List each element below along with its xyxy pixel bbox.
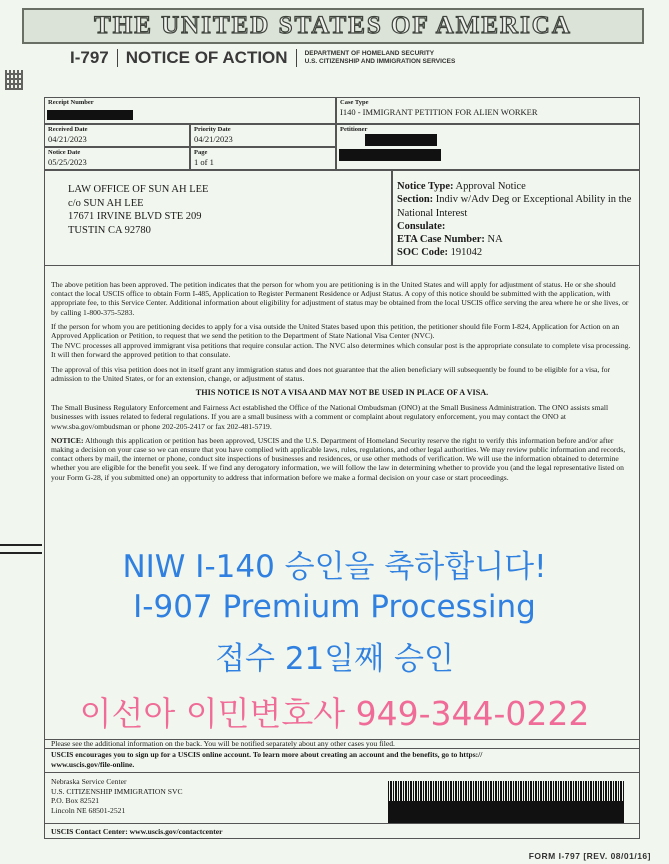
body-paragraph: If the person for whom you are petitioning decides to apply for a visa outside the United States based upon this petition, the petitioner should file Form I-824, Application for Action on an Approved Application or Petition, to request that we send the petition to the Department of State National Visa Center (NVC). bbox=[51, 321, 620, 341]
department-name bbox=[305, 50, 456, 66]
page-cell bbox=[190, 147, 336, 170]
contact-center: USCIS Contact Center: www.uscis.gov/contactcenter bbox=[51, 827, 223, 836]
body-paragraph: The approval of this visa petition does not in itself grant any immigration status and does not guarantee that the alien beneficiary will subsequently be found to be eligible for a visa, for admission to the United States, or for an extension, change, or adjustment of status. bbox=[51, 364, 611, 383]
qr-code-icon bbox=[5, 70, 23, 90]
overlay-premium-processing: I-907 Premium Processing bbox=[133, 589, 536, 625]
receipt-number-cell bbox=[44, 97, 336, 124]
additional-info-note: Please see the additional information on the back. You will be notified separately about any other cases you filed. bbox=[51, 739, 395, 748]
priority-value: 04/21/2023 bbox=[194, 134, 233, 144]
visa-warning: THIS NOTICE IS NOT A VISA AND MAY NOT BE USED IN PLACE OF A VISA. bbox=[195, 388, 489, 398]
redaction-bar bbox=[388, 801, 624, 823]
soc-value: 191042 bbox=[450, 247, 483, 259]
service-center-line: U.S. CITIZENSHIP IMMIGRATION SVC bbox=[51, 786, 183, 796]
page-label: Page bbox=[194, 149, 208, 156]
section-value: Indiv w/Adv Deg or Exceptional Ability in the National Interest bbox=[397, 194, 632, 219]
mailing-address bbox=[68, 183, 208, 237]
notice-date-label: Notice Date bbox=[48, 149, 81, 156]
notice-details bbox=[397, 180, 637, 260]
overlay-congrats: NIW I-140 승인을 축하합니다! bbox=[122, 549, 547, 585]
form-number: I-797 bbox=[70, 48, 109, 67]
redaction-bar bbox=[47, 110, 133, 120]
eta-value: NA bbox=[487, 234, 503, 246]
title-banner: THE UNITED STATES OF AMERICA bbox=[22, 8, 644, 44]
section-label: Section: bbox=[397, 194, 434, 206]
notice-type-label: Notice Type: bbox=[397, 181, 454, 192]
dept-line-1: DEPARTMENT OF HOMELAND SECURITY bbox=[304, 50, 435, 57]
petitioner-label: Petitioner bbox=[340, 126, 368, 133]
received-date-cell bbox=[44, 124, 190, 147]
form-title: NOTICE OF ACTION bbox=[125, 48, 288, 67]
case-type-label: Case Type bbox=[340, 99, 369, 106]
dept-line-2: U.S. CITIZENSHIP AND IMMIGRATION SERVICES bbox=[304, 58, 456, 65]
body-paragraph: Although this application or petition has been approved, USCIS and the U.S. Department of Homeland Security reserve the right to verify this information before and/or after making a decision on your case so we can ensure that you have complied with applicable laws, rules, regulations, and other legal authorities. We may review public information and records, contact others by mail, the internet or phone, conduct site inspections of businesses and residences, or use other methods of verification. We will use the information obtained to determine whether you are eligible for the benefit you seek. If we find any derogatory information, we will follow the law in determining whether to provide you (and the legal representative listed on your Form G-28, if you submitted one) an opportunity to address that information before we make a formal decision on your case or start proceedings. bbox=[51, 435, 626, 482]
redaction-bar bbox=[365, 134, 437, 146]
online-account-url: www.uscis.gov/file-online. bbox=[51, 760, 135, 769]
address-line: TUSTIN CA 92780 bbox=[68, 224, 151, 236]
address-line: 17671 IRVINE BLVD STE 209 bbox=[68, 211, 202, 222]
barcode-icon bbox=[388, 781, 624, 801]
eta-label: ETA Case Number: bbox=[397, 234, 485, 246]
case-type-cell bbox=[336, 97, 640, 124]
service-center-address bbox=[51, 777, 183, 815]
online-account-note: USCIS encourages you to sign up for a USCIS online account. To learn more about creating an account and the benefits, go to https:// bbox=[51, 750, 483, 759]
priority-label: Priority Date bbox=[194, 126, 231, 133]
notice-heading: NOTICE: bbox=[51, 435, 84, 445]
received-label: Received Date bbox=[48, 126, 88, 133]
overlay-attorney-contact: 이선아 이민변호사 949-344-0222 bbox=[79, 694, 590, 733]
divider bbox=[44, 823, 640, 824]
received-value: 04/21/2023 bbox=[48, 134, 87, 144]
notice-type-value: Approval Notice bbox=[455, 181, 526, 192]
address-line: c/o SUN AH LEE bbox=[68, 197, 144, 209]
overlay-approval-days: 접수 21일째 승인 bbox=[215, 641, 454, 677]
service-center-line: P.O. Box 82521 bbox=[51, 796, 100, 805]
divider bbox=[44, 772, 640, 773]
service-center-line: Nebraska Service Center bbox=[51, 777, 127, 786]
consulate-label: Consulate: bbox=[397, 220, 446, 232]
form-revision: FORM I-797 [REV. 08/01/16] bbox=[528, 851, 651, 861]
form-header bbox=[70, 48, 455, 68]
petitioner-cell bbox=[336, 124, 640, 170]
divider bbox=[296, 49, 297, 67]
address-line: LAW OFFICE OF SUN AH LEE bbox=[68, 184, 209, 195]
case-type-value: I140 - IMMIGRANT PETITION FOR ALIEN WORKER bbox=[340, 107, 538, 117]
body-paragraph: The above petition has been approved. The petition indicates that the person for whom you are petitioning is in the United States and will apply for adjustment of status. He or she should contact the local USCIS office to obtain Form I-485, Application to Register Permanent Residence or Adjust Status. A copy of this notice should be submitted with the application, with appropriate fee, to this Service Center. Additional information about eligibility for adjustment of status may be obtained from the local USCIS office serving the area where he or she lives, or by calling 1-800-375-5283. bbox=[51, 280, 629, 317]
notice-date-cell bbox=[44, 147, 190, 170]
priority-date-cell bbox=[190, 124, 336, 147]
soc-label: SOC Code: bbox=[397, 247, 449, 259]
divider bbox=[117, 49, 118, 67]
receipt-label: Receipt Number bbox=[48, 99, 94, 106]
service-center-line: Lincoln NE 68501-2521 bbox=[51, 805, 126, 815]
body-paragraph: The NVC processes all approved immigrant visa petitions that require consular action. The NVC also determines which consular post is the appropriate consulate to complete visa processing. It will then forward the approved petition to that consulate. bbox=[51, 341, 631, 360]
body-paragraph: The Small Business Regulatory Enforcement and Fairness Act established the Office of the National Ombudsman (ONO) at the Small Business Administration. The ONO assists small businesses with issues related to federal regulations. If you are a small business with a comment or complaint about regulatory enforcement, you may contact the ONO at www.sba.gov/ombudsman or phone 202-205-2417 or fax 202-481-5719. bbox=[51, 403, 609, 431]
page-value: 1 of 1 bbox=[194, 157, 214, 167]
notice-date-value: 05/25/2023 bbox=[48, 157, 87, 167]
notice-body bbox=[51, 280, 633, 487]
redaction-bar bbox=[339, 149, 441, 161]
